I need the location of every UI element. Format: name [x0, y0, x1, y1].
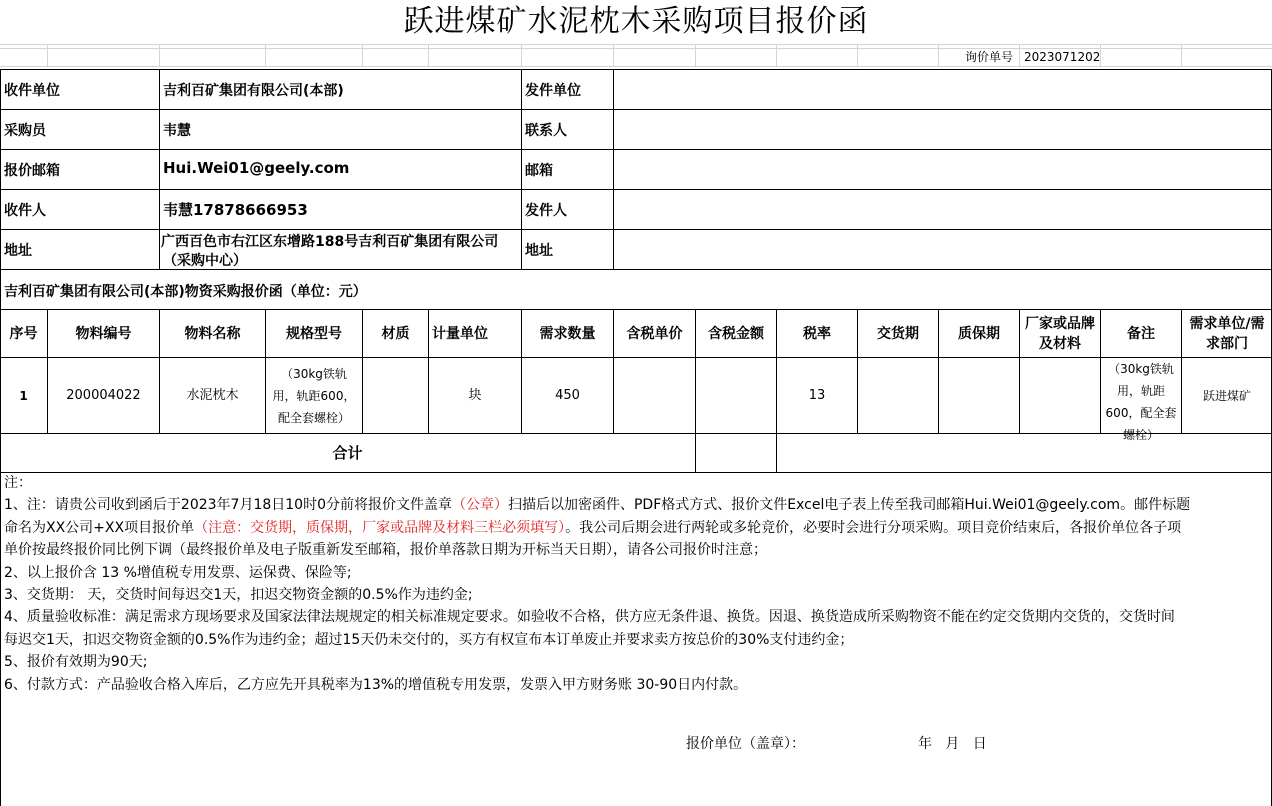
total-label: 合计: [332, 444, 363, 462]
receiver-value: 韦慧17878666953: [163, 201, 308, 219]
cell-quantity: 450: [555, 387, 580, 403]
cell-remark-line4: 螺栓）: [1122, 428, 1159, 442]
note-1-seal: （公章）: [451, 497, 508, 514]
cell-remark-line1: （30kg铁轨: [1108, 362, 1174, 376]
grid-line: [159, 44, 160, 66]
grid-line: [47, 44, 48, 66]
th-material-name: 物料名称: [184, 325, 241, 342]
cell-delivery[interactable]: [858, 358, 938, 433]
th-index: 序号: [9, 325, 38, 342]
buyer-label: 采购员: [4, 123, 46, 139]
cell-spec-line3: 配全套螺栓）: [277, 410, 350, 425]
grid-line: [857, 44, 858, 66]
cell-material-code: 200004022: [66, 387, 141, 403]
notes-block: [4, 472, 1268, 696]
section-title: 吉利百矿集团有限公司(本部)物资采购报价函（单位：元）: [4, 284, 367, 300]
th-spec: 规格型号: [286, 325, 342, 342]
grid-line: [1019, 44, 1020, 66]
address-value-line1: 广西百色市右江区东增路188号吉利百矿集团有限公司: [161, 234, 499, 250]
cell-remark-line2: 用，轨距: [1116, 384, 1165, 398]
note-1-cont: [4, 517, 1268, 539]
cell-dept: 跃进煤矿: [1202, 388, 1251, 403]
th-brand-line1: 厂家或品牌: [1025, 315, 1095, 332]
email-label: 邮箱: [525, 163, 553, 179]
inquiry-label: 询价单号: [965, 50, 1014, 64]
recipient-org-value: 吉利百矿集团有限公司(本部): [163, 83, 344, 99]
th-remark: 备注: [1127, 325, 1155, 342]
note-4-part-b: 每迟交1天，扣迟交物资金额的0.5%作为违约金；超过15天仍未交付的，买方有权宣布本订单废止并要求卖方按总价的30%支付违约金；: [4, 631, 854, 648]
cell-remark: [1101, 358, 1181, 442]
grid-line: [521, 44, 522, 66]
grid-line: [1181, 44, 1182, 66]
notes-heading: 注：: [4, 475, 32, 491]
signature-date: 年 月 日: [918, 736, 987, 752]
cell-brand[interactable]: [1020, 358, 1100, 433]
sender-address-label: 地址: [525, 243, 553, 259]
note-1-part-d: 。我公司后期会进行两轮或多轮竞价，必要时会进行分项采购。项目竞价结束后，各报价单位各子项: [565, 519, 1182, 536]
cell-unit-price[interactable]: [614, 358, 695, 433]
th-dept-line1: 需求单位/需: [1189, 315, 1265, 332]
cell-spec: [266, 358, 362, 433]
grid-line: [613, 44, 614, 66]
recipient-org-label: 收件单位: [4, 83, 60, 99]
th-warranty: 质保期: [958, 325, 1000, 342]
note-1-part-e: 单价按最终报价同比例下调（最终报价单及电子版重新发至邮箱，报价单落款日期为开标当天日期），请各公司报价时注意；: [4, 542, 767, 559]
note-5: 5、报价有效期为90天;: [4, 654, 148, 671]
th-brand-line2: 及材料: [1039, 335, 1081, 352]
inquiry-number: 2023071202: [1024, 50, 1101, 64]
note-1-part-a: 1、注：请贵公司收到函后于2023年7月18日10时0分前将报价文件盖章: [4, 497, 452, 514]
address-label: 地址: [4, 243, 32, 259]
cell-amount[interactable]: [696, 358, 776, 433]
grid-line: [0, 66, 1272, 67]
note-1-part-c: 命名为XX公司+XX项目报价单: [4, 519, 195, 536]
grid-line: [938, 44, 939, 66]
note-2: 2、以上报价含 13 %增值税专用发票、运保费、保险等;: [4, 564, 352, 581]
th-quantity: 需求数量: [539, 325, 596, 342]
cell-warranty[interactable]: [939, 358, 1019, 433]
cell-remark-line3: 600，配全套: [1105, 406, 1177, 420]
grid-line: [776, 44, 777, 66]
cell-unit: 块: [468, 387, 482, 403]
cell-material-name: 水泥枕木: [186, 387, 239, 403]
note-1-part-b: 扫描后以加密函件、PDF格式方式、报价文件Excel电子表上传至我司邮箱Hui.Wei01@geely.com。邮件标题: [507, 497, 1191, 514]
cell-material[interactable]: [363, 358, 428, 433]
buyer-value: 韦慧: [163, 123, 191, 139]
th-material: 材质: [381, 325, 410, 342]
th-amount: 含税金额: [708, 325, 764, 342]
th-unit: 计量单位: [432, 325, 488, 342]
sender-label: 发件人: [525, 203, 567, 219]
address-value-line2: （采购中心）: [163, 253, 247, 269]
th-material-code: 物料编号: [75, 325, 132, 342]
cell-spec-line2: 用，轨距600，: [272, 388, 356, 403]
th-dept: [1182, 310, 1272, 357]
note-1-warning: （注意：交货期，质保期，厂家或品牌及材料三栏必须填写）: [194, 519, 566, 536]
note-3: 3、交货期： 天，交货时间每迟交1天，扣迟交物资金额的0.5%作为违约金;: [4, 587, 473, 604]
total-amount[interactable]: [696, 434, 776, 472]
quote-email-value: Hui.Wei01@geely.com: [163, 159, 350, 177]
sender-org-label: 发件单位: [525, 83, 581, 99]
cell-tax-rate: 13: [808, 387, 826, 403]
signature-label: 报价单位（盖章）：: [686, 736, 805, 752]
grid-line: [695, 44, 696, 66]
th-delivery: 交货期: [877, 325, 919, 342]
th-dept-line2: 求部门: [1206, 335, 1248, 352]
note-6: 6、付款方式：产品验收合格入库后，乙方应先开具税率为13%的增值税专用发票，发票入甲方财务账 30-90日内付款。: [4, 676, 748, 693]
cell-spec-line1: （30kg铁轨: [281, 366, 347, 381]
grid-line: [362, 44, 363, 66]
document-title: 跃进煤矿水泥枕木采购项目报价函: [403, 4, 869, 39]
th-unit-price: 含税单价: [626, 325, 683, 342]
note-4-part-a: 4、质量验收标准：满足需求方现场要求及国家法律法规规定的相关标准规定要求。如验收不合格，供方应无条件退、换货。因退、换货造成所采购物资不能在约定交货期内交货的，交货时间: [4, 609, 1175, 626]
th-brand: [1020, 310, 1100, 357]
cell-index: 1: [19, 388, 28, 403]
grid-line: [265, 44, 266, 66]
receiver-label: 收件人: [4, 203, 46, 219]
th-tax-rate: 税率: [803, 325, 831, 342]
grid-line: [428, 44, 429, 66]
grid-line: [0, 44, 1272, 45]
quote-email-label: 报价邮箱: [4, 163, 60, 179]
note-1: [4, 494, 1268, 516]
contact-label: 联系人: [525, 123, 567, 139]
